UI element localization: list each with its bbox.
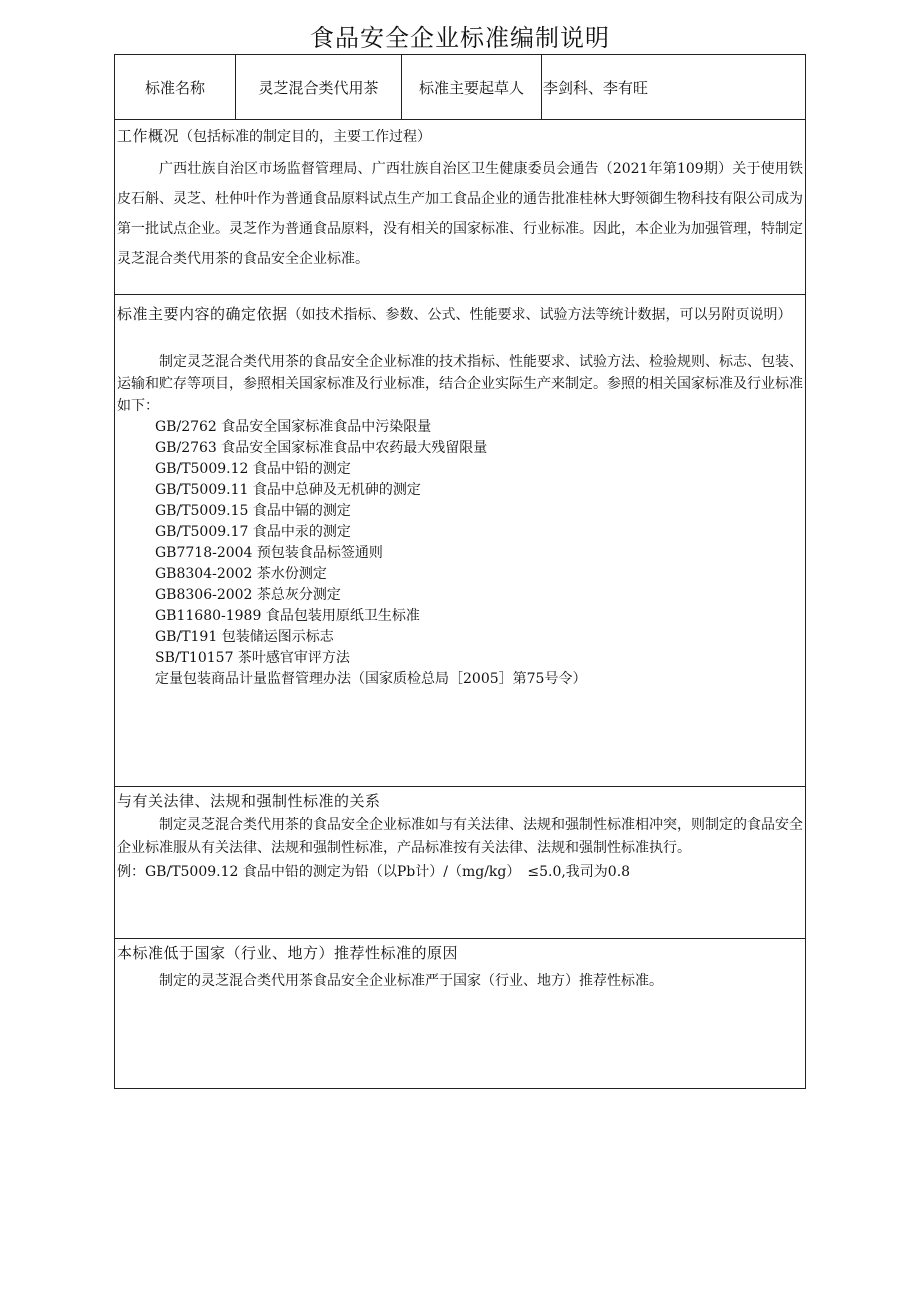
drafter-value: 李剑科、李有旺 <box>543 78 649 97</box>
list-item: GB/T5009.17 食品中汞的测定 <box>155 524 351 540</box>
standard-name-value: 灵芝混合类代用茶 <box>236 55 402 119</box>
header-row <box>115 55 805 120</box>
basis-note: （如技术指标、参数、公式、性能要求、试验方法等统计数据，可以另附页说明） <box>287 307 792 323</box>
list-item: GB8304-2002 茶水份测定 <box>155 566 327 582</box>
work-overview-text: 广西壮族自治区市场监督管理局、广西壮族自治区卫生健康委员会通告（2021年第109期）关于使用铁皮石斛、灵芝、杜仲叶作为普通食品原料试点生产加工食品企业的通告批准桂林大野领御生物科技有限公司成为第一批试点企业。灵芝作为普通食品原料，没有相关的国家标准、行业标准。因此，本企业为加强管理，特制定灵芝混合类代用茶的食品安全企业标准。 <box>117 161 803 267</box>
work-overview-title: 工作概况 <box>117 127 180 145</box>
reason-heading <box>117 942 803 966</box>
relation-heading <box>117 790 803 814</box>
description-table <box>114 54 806 1089</box>
list-item: GB7718-2004 预包装食品标签通则 <box>155 545 383 561</box>
work-overview-note: （包括标准的制定目的，主要工作过程） <box>179 129 432 145</box>
page-title: 食品安全企业标准编制说明 <box>310 24 610 52</box>
list-item: GB/2763 食品安全国家标准食品中农药最大残留限量 <box>155 440 488 456</box>
relation-section <box>115 787 805 939</box>
work-overview-section <box>115 119 805 295</box>
list-item: 定量包装商品计量监督管理办法（国家质检总局［2005］第75号令） <box>155 671 587 687</box>
list-item: GB/T5009.12 食品中铅的测定 <box>155 461 351 477</box>
standards-list <box>155 417 586 690</box>
list-item: GB8306-2002 茶总灰分测定 <box>155 587 341 603</box>
basis-section <box>115 295 805 787</box>
standard-name-label: 标准名称 <box>115 55 236 119</box>
list-item: GB/T5009.15 食品中镉的测定 <box>155 503 351 519</box>
basis-title: 标准主要内容的确定依据 <box>117 305 288 323</box>
list-item: GB/T5009.11 食品中总砷及无机砷的测定 <box>155 482 421 498</box>
work-overview-heading <box>117 125 803 149</box>
relation-example: 例：GB/T5009.12 食品中铅的测定为铅（以Pb计）/（mg/kg） ≤5.0,我司为0.8 <box>117 864 631 880</box>
relation-title: 与有关法律、法规和强制性标准的关系 <box>117 792 381 810</box>
list-item: GB/2762 食品安全国家标准食品中污染限量 <box>155 419 432 435</box>
list-item: SB/T10157 茶叶感官审评方法 <box>155 650 350 666</box>
list-item: GB11680-1989 食品包装用原纸卫生标准 <box>155 608 420 624</box>
basis-text: 制定灵芝混合类代用茶的食品安全企业标准的技术指标、性能要求、试验方法、检验规则、标志、包装、运输和贮存等项目，参照相关国家标准及行业标准，结合企业实际生产来制定。参照的相关国家标准及行业标准如下： <box>117 354 803 414</box>
reason-title: 本标准低于国家（行业、地方）推荐性标准的原因 <box>117 944 459 962</box>
reason-text: 制定的灵芝混合类代用茶食品安全企业标准严于国家（行业、地方）推荐性标准。 <box>159 973 663 989</box>
drafter-label: 标准主要起草人 <box>402 55 542 119</box>
relation-text <box>117 814 803 860</box>
basis-heading <box>117 301 803 328</box>
relation-body: 制定灵芝混合类代用茶的食品安全企业标准如与有关法律、法规和强制性标准相冲突，则制定的食品安全企业标准服从有关法律、法规和强制性标准，产品标准按有关法律、法规和强制性标准执行。 <box>117 817 803 856</box>
list-item: GB/T191 包装储运图示标志 <box>155 629 334 645</box>
reason-section <box>115 939 805 1088</box>
